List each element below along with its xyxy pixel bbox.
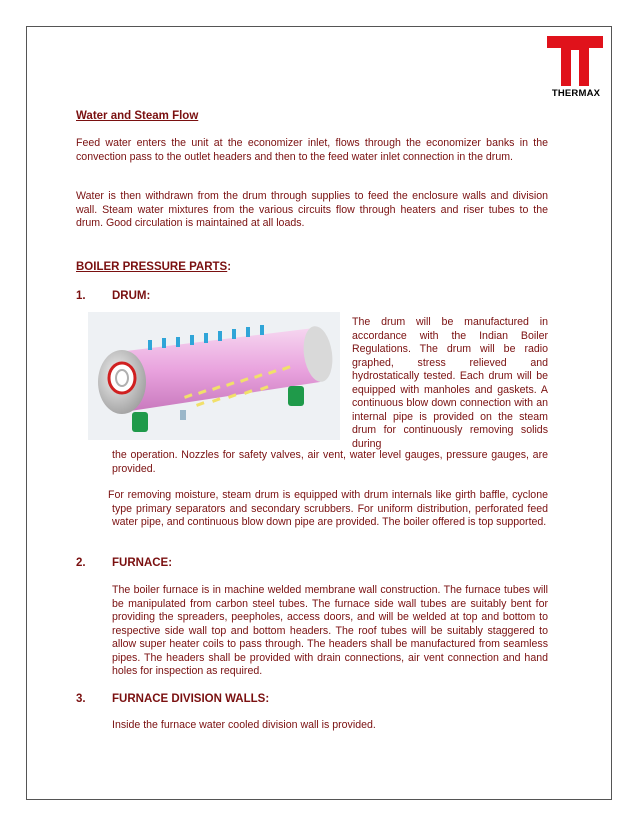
water-steam-para-1: Feed water enters the unit at the economizer inlet, flows through the economizer banks in the convection pass to the outlet headers and then to the feed water inlet connection in the drum.	[76, 137, 548, 163]
pressure-parts-title-colon: :	[227, 261, 232, 273]
division-walls-title: FURNACE DIVISION WALLS:	[112, 693, 270, 705]
furnace-title: FURNACE:	[112, 557, 173, 569]
division-walls-text: Inside the furnace water cooled division wall is provided.	[112, 719, 376, 731]
drum-title: DRUM:	[112, 290, 151, 302]
water-steam-para-2: Water is then withdrawn from the drum through supplies to feed the enclosure walls and division wall. Steam water mixtures from the various circuits flow through heaters and riser tubes to the drum. Good circulation is maintained at all loads.	[76, 190, 548, 229]
furnace-number: 2.	[76, 557, 86, 569]
pressure-parts-title-text: BOILER PRESSURE PARTS	[76, 261, 228, 273]
furnace-text: The boiler furnace is in machine welded membrane wall construction. The furnace tubes will be manipulated from carbon steel tubes. The furnace side wall tubes are suitably bent for providing the spreaders, peepholes, access doors, and will be welded at top and bottom to respective side wall top and bottom headers. The roof tubes will be suitably staggered to allow super heater coils to pass through. The headers shall be manufactured from seamless pipes. The headers shall be provided with drain connections, air vent connection and hand holes for inspection as required.	[112, 584, 548, 677]
drum-number: 1.	[76, 290, 86, 302]
section-title-water-steam: Water and Steam Flow	[76, 110, 199, 122]
division-walls-number: 3.	[76, 693, 86, 705]
logo-wordmark: THERMAX	[551, 88, 601, 99]
section-title-pressure-parts	[76, 261, 231, 275]
steam-drum-illustration	[88, 312, 340, 440]
drum-para-2: For removing moisture, steam drum is equipped with drum internals like girth baffle, cyclone type primary separators and secondary scrubbers. For uniform distribution, perforated feed water pipe, and continuous blow down pipe are provided. The boiler offered is top supported.	[108, 489, 548, 528]
drum-continued-text: the operation. Nozzles for safety valves, air vent, water level gauges, pressure gauges, are provided.	[112, 449, 548, 475]
drum-side-text: The drum will be manufactured in accordance with the Indian Boiler Regulations. The drum will be radio graphed, stress relieved and hydrostatically tested. Each drum will be equipped with manholes and gaskets. A continuous blow down connection with an internal pipe is provided on the steam drum for continuously removing solids during	[352, 316, 548, 450]
